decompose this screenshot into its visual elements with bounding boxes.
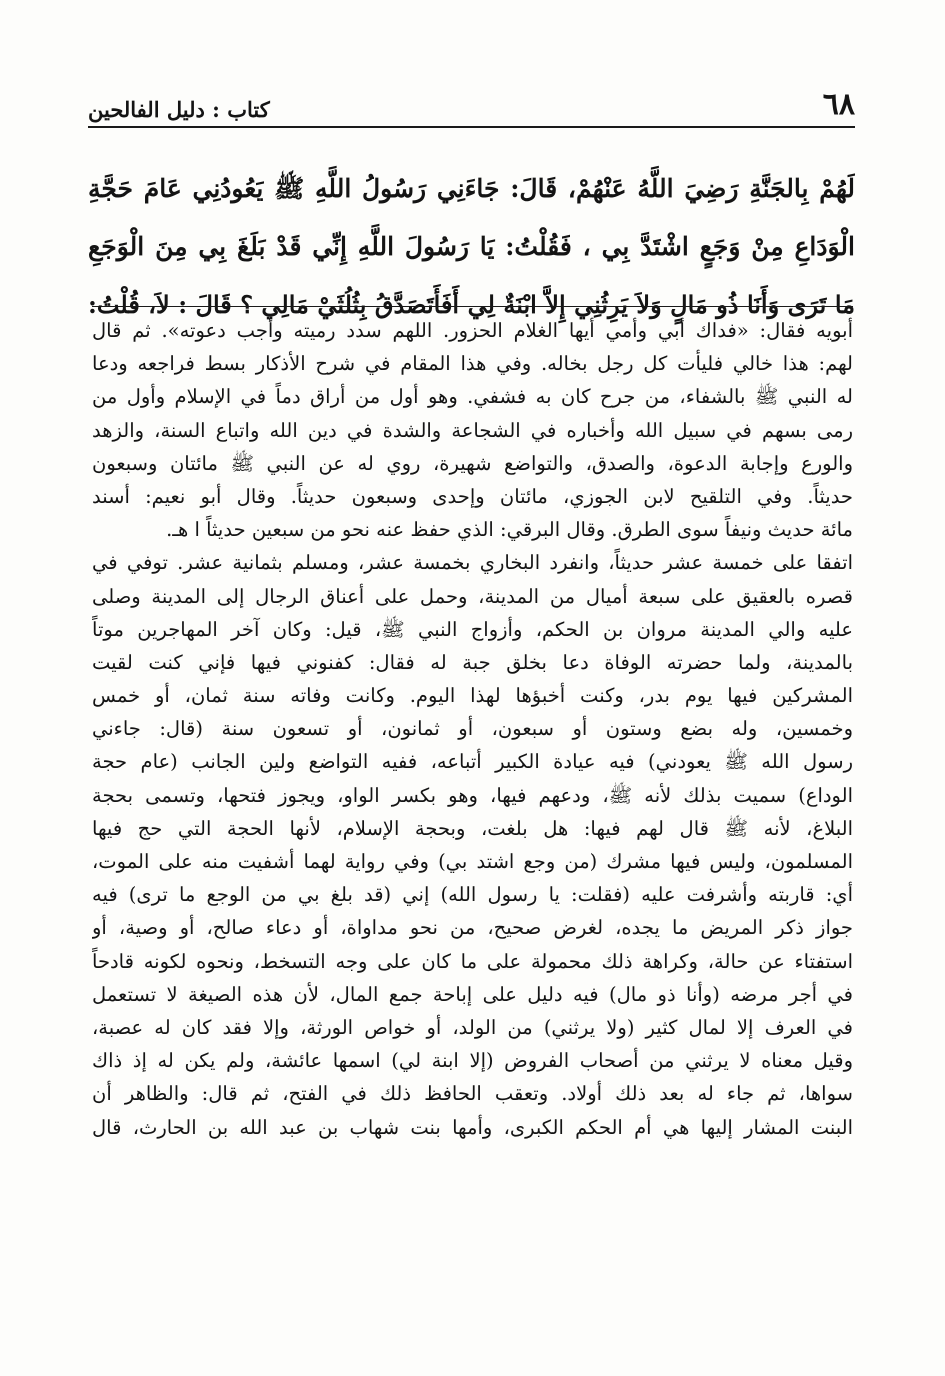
page-header [88, 88, 855, 128]
commentary-line: البلاغ، لأنه ﷺ قال لهم فيها: هل بلغت، وبحجة الإسلام، لأنها الحجة التي حج فيها [92, 816, 853, 840]
commentary-line: حديثاً. وفي التلقيح لابن الجوزي، مائتان وإحدى وسبعون حديثاً. وقال أبو نعيم: أسند [92, 484, 853, 508]
commentary-line: قصره بالعقيق على سبعة أميال من المدينة، وحمل على أعناق الرجال إلى المدينة وصلى [92, 584, 853, 608]
hadith-line: مَا تَرَى وَأَنَا ذُو مَالٍ وَلاَ يَرِثُنِي إِلاَّ ابْنَةٌ لِي أَفَأَتَصَدَّقُ بِثُلُثَيْ مَالِي ؟ قَالَ : لاَ، قُلْتُ: [88, 290, 855, 319]
commentary-line: لهم: هذا خالي فليأت كل رجل بخاله. وفي هذا المقام في شرح الأذكار بسط فراجعه ودعا [92, 352, 853, 376]
commentary-line: في أجر مرضه (وأنا ذو مال) فيه دليل على إباحة جمع المال، لأن هذه الصيغة لا تستعمل [92, 982, 853, 1006]
commentary-line: عليه والي المدينة مروان بن الحكم، وأزواج النبي ﷺ، قيل: وكان آخر المهاجرين موتاً [92, 617, 853, 641]
page-number: ٦٨ [822, 87, 855, 122]
hadith-text [88, 160, 855, 334]
commentary-line: بالمدينة، ولما حضرته الوفاة دعا بخلق جبة له فقال: كفنوني فيها فإني كنت لقيت [92, 650, 853, 674]
commentary-line: أي: قاربته وأشرفت عليه (فقلت: يا رسول الله) إني (قد بلغ بي من الوجع ما ترى) فيه [92, 883, 853, 907]
commentary-line: المسلمون، وليس فيها مشرك (من وجع اشتد بي) وفي رواية لهما أشفيت منه على الموت، [92, 850, 853, 873]
commentary-line: أبويه فقال: «فداك أبي وأمي أيها الغلام الحزور. اللهم سدد رميته وأجب دعوته». ثم قال [92, 319, 853, 342]
commentary-line: سواها، ثم جاء له بعد ذلك أولاد. وتعقب الحافظ ذلك في الفتح، ثم قال: والظاهر أن [92, 1082, 853, 1106]
commentary-line: مائة حديث ونيفاً سوى الطرق. وقال البرقي: الذي حفظ عنه نحو من سبعين حديثاً ا هـ. [166, 518, 853, 542]
section-divider [92, 306, 853, 307]
commentary-line: استفتاء عن حالة، وكراهة ذلك محمولة على ما كان على وجه التسخط، ونحوه لكونه قادحاً [92, 949, 853, 973]
commentary-line: رسول الله ﷺ يعودني) فيه عيادة الكبير أتباعه، ففيه التواضع ولين الجانب (عام حجة [92, 750, 853, 774]
commentary-line: الوداع) سميت بذلك لأنه ﷺ، ودعهم فيها، وهو بكسر الواو، ويجوز فتحها، وتسمى بحجة [92, 783, 853, 807]
commentary-line: المشركين فيها يوم بدر، وكنت أخبؤها لهذا اليوم. وكانت وفاته سنة ثمان، أو خمس [92, 684, 853, 708]
commentary-line: والورع وإجابة الدعوة، والصدق، والتواضع شهيرة، روي له عن النبي ﷺ مائتان وسبعون [92, 451, 853, 475]
commentary-line: جواز ذكر المريض ما يجده، لغرض صحيح، من نحو مداواة، أو دعاء صالح، أو وصية، أو [92, 916, 853, 940]
commentary-line: اتفقا على خمسة عشر حديثاً، وانفرد البخاري بخمسة عشر، ومسلم بثمانية عشر. توفي في [92, 551, 853, 575]
commentary-line: وقيل معناه لا يرثني من أصحاب الفروض (إلا ابنة لي) اسمها عائشة، ولم يكن له إذ ذاك [92, 1049, 853, 1073]
commentary-line: له النبي ﷺ بالشفاء، من جرح كان به فشفي. وهو أول من أراق دماً في الإسلام وأول من [92, 385, 853, 409]
commentary-line: وخمسين، وله بضع وستون أو سبعون، أو ثمانون، أو تسعون سنة (قال: جاءني [92, 717, 853, 741]
commentary-line: في العرف إلا لمال كثير (ولا يرثني) من الولد، أو خواص الورثة، وإلا فقد كان له عصبة، [92, 1015, 853, 1039]
book-title: كتاب : دليل الفالحين [88, 97, 270, 122]
commentary-line: البنت المشار إليها هي أم الحكم الكبرى، وأمها بنت شهاب بن عبد الله بن الحارث، قال [92, 1115, 853, 1139]
hadith-line: لَهُمْ بِالجَنَّةِ رَضِيَ اللَّهُ عَنْهُمْ، قَالَ: جَاءَنِي رَسُولُ اللَّهِ ﷺ يَعُودُنِي عَامَ حَجَّةِ [88, 174, 855, 203]
commentary-text [92, 314, 853, 1144]
hadith-line: الْوَدَاعِ مِنْ وَجَعٍ اشْتَدَّ بِي ، فَقُلْتُ: يَا رَسُولَ اللَّهِ إِنِّي قَدْ بَلَغَ بِي مِنَ الْوَجَعِ [88, 232, 855, 261]
commentary-line: رمى بسهم في سبيل الله وأخباره في الشجاعة والشدة في دين الله واتباع السنة، والزهد [92, 418, 853, 442]
